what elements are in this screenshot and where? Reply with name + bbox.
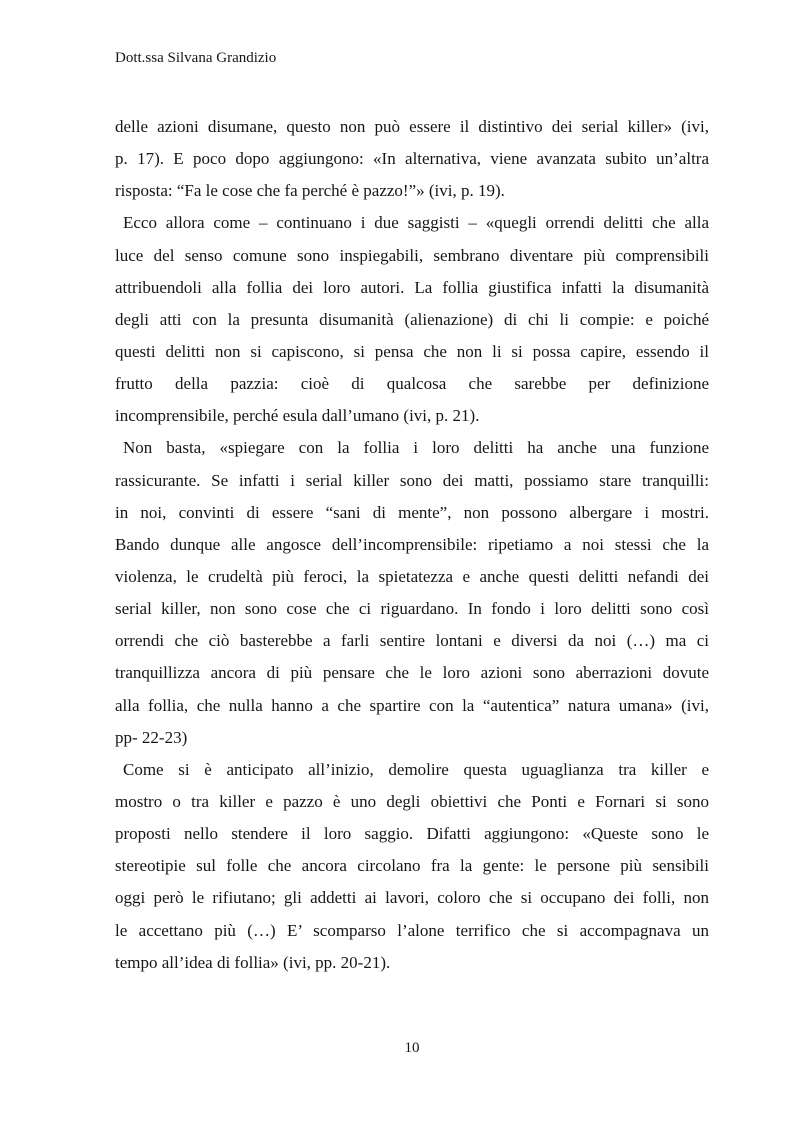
text-line: oggi però le rifiutano; gli addetti ai lavori, coloro che si occupano dei folli, non — [115, 888, 709, 908]
text-line: violenza, le crudeltà più feroci, la spietatezza e anche questi delitti nefandi dei — [115, 566, 709, 586]
text-line: degli atti con la presunta disumanità (alienazione) di chi li compie: e poiché — [115, 309, 709, 329]
text-line: incomprensibile, perché esula dall’umano (ivi, p. 21). — [115, 406, 480, 426]
text-line: questi delitti non si capiscono, si pensa che non li si possa capire, essendo il — [115, 341, 709, 361]
text-line: stereotipie sul folle che ancora circolano fra la gente: le persone più sensibili — [115, 856, 709, 876]
text-line: frutto della pazzia: cioè di qualcosa che sarebbe per definizione — [115, 374, 709, 394]
text-line: Ecco allora come – continuano i due saggisti – «quegli orrendi delitti che alla — [123, 213, 709, 233]
text-line: risposta: “Fa le cose che fa perché è pazzo!”» (ivi, p. 19). — [115, 181, 505, 201]
text-line: serial killer, non sono cose che ci riguardano. In fondo i loro delitti sono così — [115, 599, 709, 619]
paragraph — [115, 432, 709, 753]
text-line: orrendi che ciò basterebbe a farli sentire lontani e diversi da noi (…) ma ci — [115, 631, 709, 651]
text-line: tempo all’idea di follia» (ivi, pp. 20-21). — [115, 952, 391, 972]
text-line: Non basta, «spiegare con la follia i loro delitti ha anche una funzione — [123, 438, 709, 458]
running-header-author: Dott.ssa Silvana Grandizio — [115, 50, 277, 66]
text-line: delle azioni disumane, questo non può essere il distintivo dei serial killer» (ivi, — [115, 117, 709, 136]
text-line: le accettano più (…) E’ scomparso l’alone terrifico che si accompagnava un — [115, 920, 709, 940]
text-line: Bando dunque alle angosce dell’incomprensibile: ripetiamo a noi stessi che la — [115, 534, 709, 554]
text-line: in noi, convinti di essere “sani di mente”, non possono albergare i mostri. — [115, 502, 709, 522]
text-line: mostro o tra killer e pazzo è uno degli obiettivi che Ponti e Fornari si sono — [115, 791, 709, 811]
page-number: 10 — [404, 1040, 420, 1056]
paragraph — [115, 111, 709, 207]
text-line: luce del senso comune sono inspiegabili, sembrano diventare più comprensibili — [115, 245, 709, 265]
paragraph — [115, 207, 709, 432]
body-text — [115, 111, 709, 979]
text-line: attribuendoli alla follia dei loro autori. La follia giustifica infatti la disumanità — [115, 277, 709, 297]
text-line: pp- 22-23) — [115, 727, 188, 747]
paragraph — [115, 754, 709, 979]
text-line: alla follia, che nulla hanno a che spartire con la “autentica” natura umana» (ivi, — [115, 695, 709, 715]
text-line: Come si è anticipato all’inizio, demolire questa uguaglianza tra killer e — [123, 759, 709, 779]
text-line: p. 17). E poco dopo aggiungono: «In alternativa, viene avanzata subito un’altra — [115, 149, 709, 169]
text-line: rassicurante. Se infatti i serial killer sono dei matti, possiamo stare tranquilli: — [115, 470, 709, 490]
text-line: tranquillizza ancora di più pensare che le loro azioni sono aberrazioni dovute — [115, 663, 709, 683]
text-line: proposti nello stendere il loro saggio. Difatti aggiungono: «Queste sono le — [115, 824, 709, 844]
